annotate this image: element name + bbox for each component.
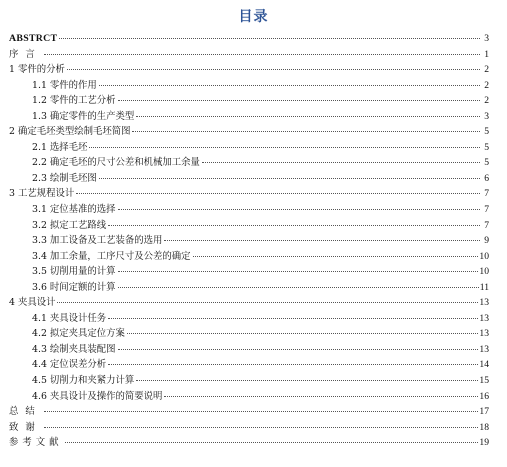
toc-entry-page: 5 [484,126,489,138]
dot-leader [202,162,480,163]
toc-entry[interactable] [9,109,489,125]
toc-entry-label: 1.3 确定零件的生产类型 [32,110,135,122]
toc-entry-label: 4.6 夹具设计及操作的简要说明 [32,390,163,402]
toc-entry-page: 5 [484,157,489,169]
toc-entry-label: 总结 [9,406,42,418]
toc-entry[interactable] [9,155,489,171]
toc-entry-label: 4.5 切削力和夹紧力计算 [32,375,135,387]
toc-entry-page: 18 [479,421,489,433]
toc-entry[interactable] [9,249,489,265]
toc-entry[interactable] [9,295,489,311]
dot-leader [118,271,479,272]
dot-leader [136,380,478,381]
dot-leader [118,349,479,350]
toc-entry-label: 参考文献 [9,437,63,449]
dot-leader [127,333,479,334]
toc-entry-page: 3 [484,110,489,122]
dot-leader [44,411,479,412]
toc-entry-page: 5 [484,141,489,153]
toc-entry-page: 17 [479,406,489,418]
toc-entry-page: 7 [484,188,489,200]
toc-entry-label: 3.2 拟定工艺路线 [32,219,107,231]
toc-entry-label: ABSTRCT [9,33,58,44]
toc-entry-page: 10 [479,250,489,262]
dot-leader [108,364,478,365]
toc-entry-page: 3 [484,33,489,44]
toc-entry-label: 2.1 选择毛坯 [32,141,88,153]
toc-entry-page: 14 [479,359,489,371]
dot-leader [118,209,480,210]
toc-entry-page: 15 [479,375,489,387]
toc-entry-label: 2 确定毛坯类型绘制毛坯简图 [9,126,131,138]
toc-entry-page: 2 [484,64,489,76]
toc-entry[interactable] [9,326,489,342]
dot-leader [89,147,480,148]
toc-entry-page: 19 [479,437,489,449]
toc-entry-label: 4.1 夹具设计任务 [32,312,107,324]
dot-leader [99,85,480,86]
dot-leader [44,54,480,55]
toc-entry[interactable] [9,186,489,202]
dot-leader [164,396,478,397]
toc-entry[interactable] [9,233,489,249]
toc-entry-label: 4 夹具设计 [9,297,56,309]
toc-entry-page: 13 [479,328,489,340]
toc-entry-page: 6 [484,172,489,184]
toc-entry-label: 1 零件的分析 [9,64,65,76]
dot-leader [65,442,479,443]
toc-entry-page: 16 [479,390,489,402]
toc-entry-page: 2 [484,95,489,107]
toc-entry-page: 7 [484,204,489,216]
toc-entry-page: 1 [484,48,489,60]
page-title: 目录 [238,9,269,25]
toc-entry-page: 13 [479,343,489,355]
toc-entry-label: 3.1 定位基准的选择 [32,204,116,216]
toc-entry[interactable] [9,342,489,358]
dot-leader [118,287,479,288]
toc-entry[interactable] [9,373,489,389]
toc-entry-label: 2.3 绘制毛坯图 [32,172,97,184]
toc-entry[interactable] [9,31,489,47]
toc-entry[interactable] [9,93,489,109]
toc-entry[interactable] [9,435,489,451]
dot-leader [164,240,480,241]
dot-leader [76,193,480,194]
toc-entry-page: 13 [479,297,489,309]
toc-entry[interactable] [9,78,489,94]
dot-leader [59,38,480,39]
toc-entry-label: 1.1 零件的作用 [32,79,97,91]
toc-entry[interactable] [9,140,489,156]
toc-entry-label: 4.2 拟定夹具定位方案 [32,328,125,340]
toc-entry[interactable] [9,389,489,405]
dot-leader [136,116,480,117]
toc-entry-label: 3.6 时间定额的计算 [32,281,116,293]
toc-entry[interactable] [9,280,489,296]
toc-entry-label: 1.2 零件的工艺分析 [32,95,116,107]
toc-entry-label: 3.3 加工设备及工艺装备的选用 [32,235,163,247]
toc-entry-label: 序言 [9,48,42,60]
toc-entry-page: 2 [484,79,489,91]
dot-leader [108,225,480,226]
toc-entry-label: 4.3 绘制夹具装配图 [32,343,116,355]
dot-leader [108,318,478,319]
toc-entry-label: 致谢 [9,421,42,433]
toc-entry-page: 11 [479,281,489,293]
toc-entry[interactable] [9,124,489,140]
toc-entry[interactable] [9,311,489,327]
dot-leader [118,100,480,101]
toc-entry[interactable] [9,420,489,436]
dot-leader [132,131,480,132]
toc-entry[interactable] [9,218,489,234]
toc-entry[interactable] [9,404,489,420]
toc-entry-label: 3 工艺规程设计 [9,188,75,200]
toc-entry[interactable] [9,264,489,280]
dot-leader [193,256,479,257]
toc-entry-page: 10 [479,266,489,278]
table-of-contents [9,31,489,451]
toc-entry-page: 13 [479,312,489,324]
dot-leader [44,427,479,428]
dot-leader [67,69,480,70]
toc-entry-page: 7 [484,219,489,231]
toc-entry[interactable] [9,47,489,63]
toc-entry[interactable] [9,171,489,187]
toc-entry-page: 9 [484,235,489,247]
toc-entry-label: 3.5 切削用量的计算 [32,266,116,278]
dot-leader [57,302,478,303]
toc-entry-label: 2.2 确定毛坯的尺寸公差和机械加工余量 [32,157,200,169]
dot-leader [99,178,480,179]
toc-entry[interactable] [9,62,489,78]
toc-entry-label: 4.4 定位误差分析 [32,359,107,371]
toc-entry[interactable] [9,357,489,373]
toc-entry-label: 3.4 加工余量，工序尺寸及公差的确定 [32,250,191,262]
toc-entry[interactable] [9,202,489,218]
